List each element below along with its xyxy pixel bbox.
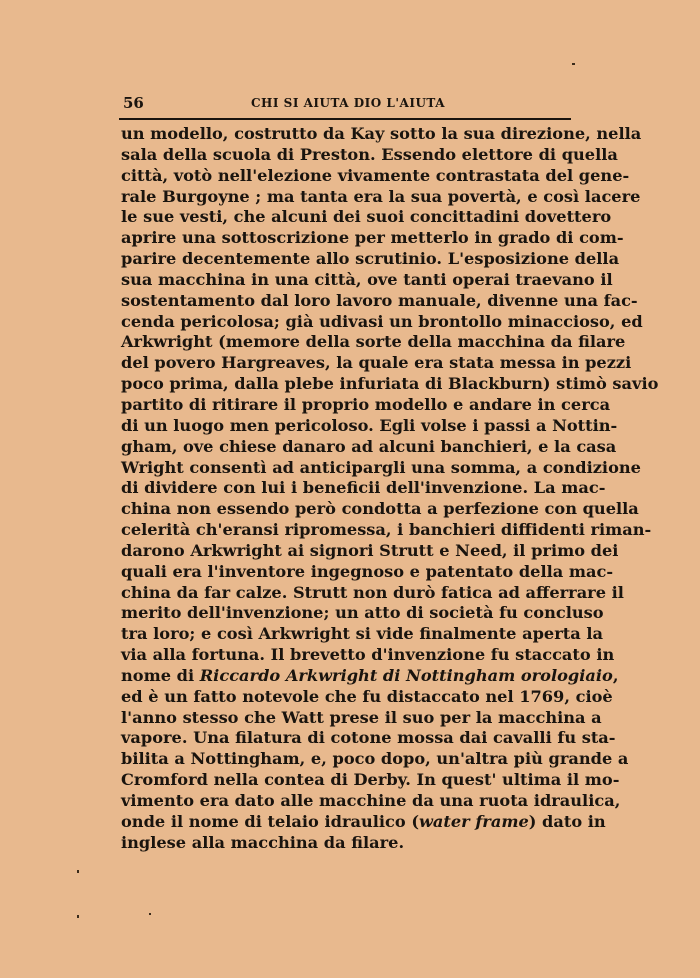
text-line: aprire una sottoscrizione per metterlo in grado di com- bbox=[121, 228, 624, 248]
header-rule bbox=[119, 118, 571, 120]
italic-segment: water frame bbox=[418, 811, 529, 831]
text-line: sostentamento dal loro lavoro manuale, divenne una fac- bbox=[121, 290, 638, 310]
text-line: tra loro; e così Arkwright si vide finalmente aperta la bbox=[121, 624, 603, 644]
italic-segment: Riccardo Arkwright di Nottingham orologiaio bbox=[199, 665, 613, 685]
text-line: bilita a Nottingham, e, poco dopo, un'altra più grande a bbox=[121, 749, 629, 769]
text-line: gham, ove chiese danaro ad alcuni banchieri, e la casa bbox=[121, 436, 617, 456]
text-line: le sue vesti, che alcuni dei suoi concittadini dovettero bbox=[121, 207, 612, 227]
text-segment: onde il nome di telaio idraulico ( bbox=[121, 811, 419, 831]
text-line: vapore. Una filatura di cotone mossa dai cavalli fu sta- bbox=[121, 728, 616, 748]
text-line: del povero Hargreaves, la quale era stata messa in pezzi bbox=[121, 353, 632, 373]
print-speck bbox=[149, 913, 151, 915]
text-line: via alla fortuna. Il brevetto d'invenzione fu staccato in bbox=[121, 645, 615, 665]
text-line: quali era l'inventore ingegnoso e patentato della mac- bbox=[121, 561, 614, 581]
text-line: vimento era dato alle macchine da una ruota idraulica, bbox=[121, 791, 621, 810]
text-line: Wright consentì ad anticipargli una somma, a condizione bbox=[121, 457, 641, 477]
text-line: china da far calze. Strutt non durò fatica ad afferrare il bbox=[121, 582, 624, 602]
text-line: rale Burgoyne ; ma tanta era la sua povertà, e così lacere bbox=[121, 186, 641, 206]
text-line: un modello, costrutto da Kay sotto la sua direzione, nella bbox=[121, 124, 642, 143]
text-line: celerità ch'eransi ripromessa, i banchieri diffidenti riman- bbox=[121, 520, 652, 540]
text-line: china non essendo però condotta a perfezione con quella bbox=[121, 499, 639, 519]
text-line: poco prima, dalla plebe infuriata di Blackburn) stimò savio bbox=[121, 374, 659, 394]
print-speck bbox=[77, 870, 79, 873]
body-text bbox=[121, 124, 659, 854]
text-line: inglese alla macchina da filare. bbox=[121, 832, 405, 852]
text-line: Arkwright (memore della sorte della macchina da filare bbox=[121, 332, 626, 352]
text-line: sala della scuola di Preston. Essendo elettore di quella bbox=[121, 144, 618, 164]
text-segment: ) dato in bbox=[528, 811, 606, 831]
text-line: parire decentemente allo scrutinio. L'esposizione della bbox=[121, 249, 620, 269]
running-header bbox=[123, 94, 573, 114]
text-line: città, votò nell'elezione vivamente contrastata del gene- bbox=[121, 165, 630, 185]
text-segment: nome di bbox=[121, 665, 200, 685]
print-speck bbox=[572, 63, 575, 65]
text-line: sua macchina in una città, ove tanti operai traevano il bbox=[121, 269, 613, 289]
text-line: cenda pericolosa; già udivasi un brontollo minaccioso, ed bbox=[121, 311, 643, 331]
print-speck bbox=[77, 915, 79, 918]
text-line: Cromford nella contea di Derby. In quest' ultima il mo- bbox=[121, 770, 620, 790]
text-line: di dividere con lui i beneficii dell'invenzione. La mac- bbox=[121, 478, 606, 498]
running-title: CHI SI AIUTA DIO L'AIUTA bbox=[250, 96, 446, 110]
text-line bbox=[121, 665, 619, 687]
text-line bbox=[121, 811, 606, 833]
text-line: merito dell'invenzione; un atto di società fu concluso bbox=[121, 603, 604, 623]
page-number: 56 bbox=[123, 94, 144, 112]
text-line: partito di ritirare il proprio modello e andare in cerca bbox=[121, 394, 611, 414]
text-line: ed è un fatto notevole che fu distaccato nel 1769, cioè bbox=[121, 686, 613, 706]
text-line: darono Arkwright ai signori Strutt e Need, il primo dei bbox=[121, 540, 619, 560]
text-segment: , bbox=[612, 665, 619, 685]
text-line: l'anno stesso che Watt prese il suo per la macchina a bbox=[121, 707, 602, 727]
text-line: di un luogo men pericoloso. Egli volse i passi a Nottin- bbox=[121, 415, 618, 435]
